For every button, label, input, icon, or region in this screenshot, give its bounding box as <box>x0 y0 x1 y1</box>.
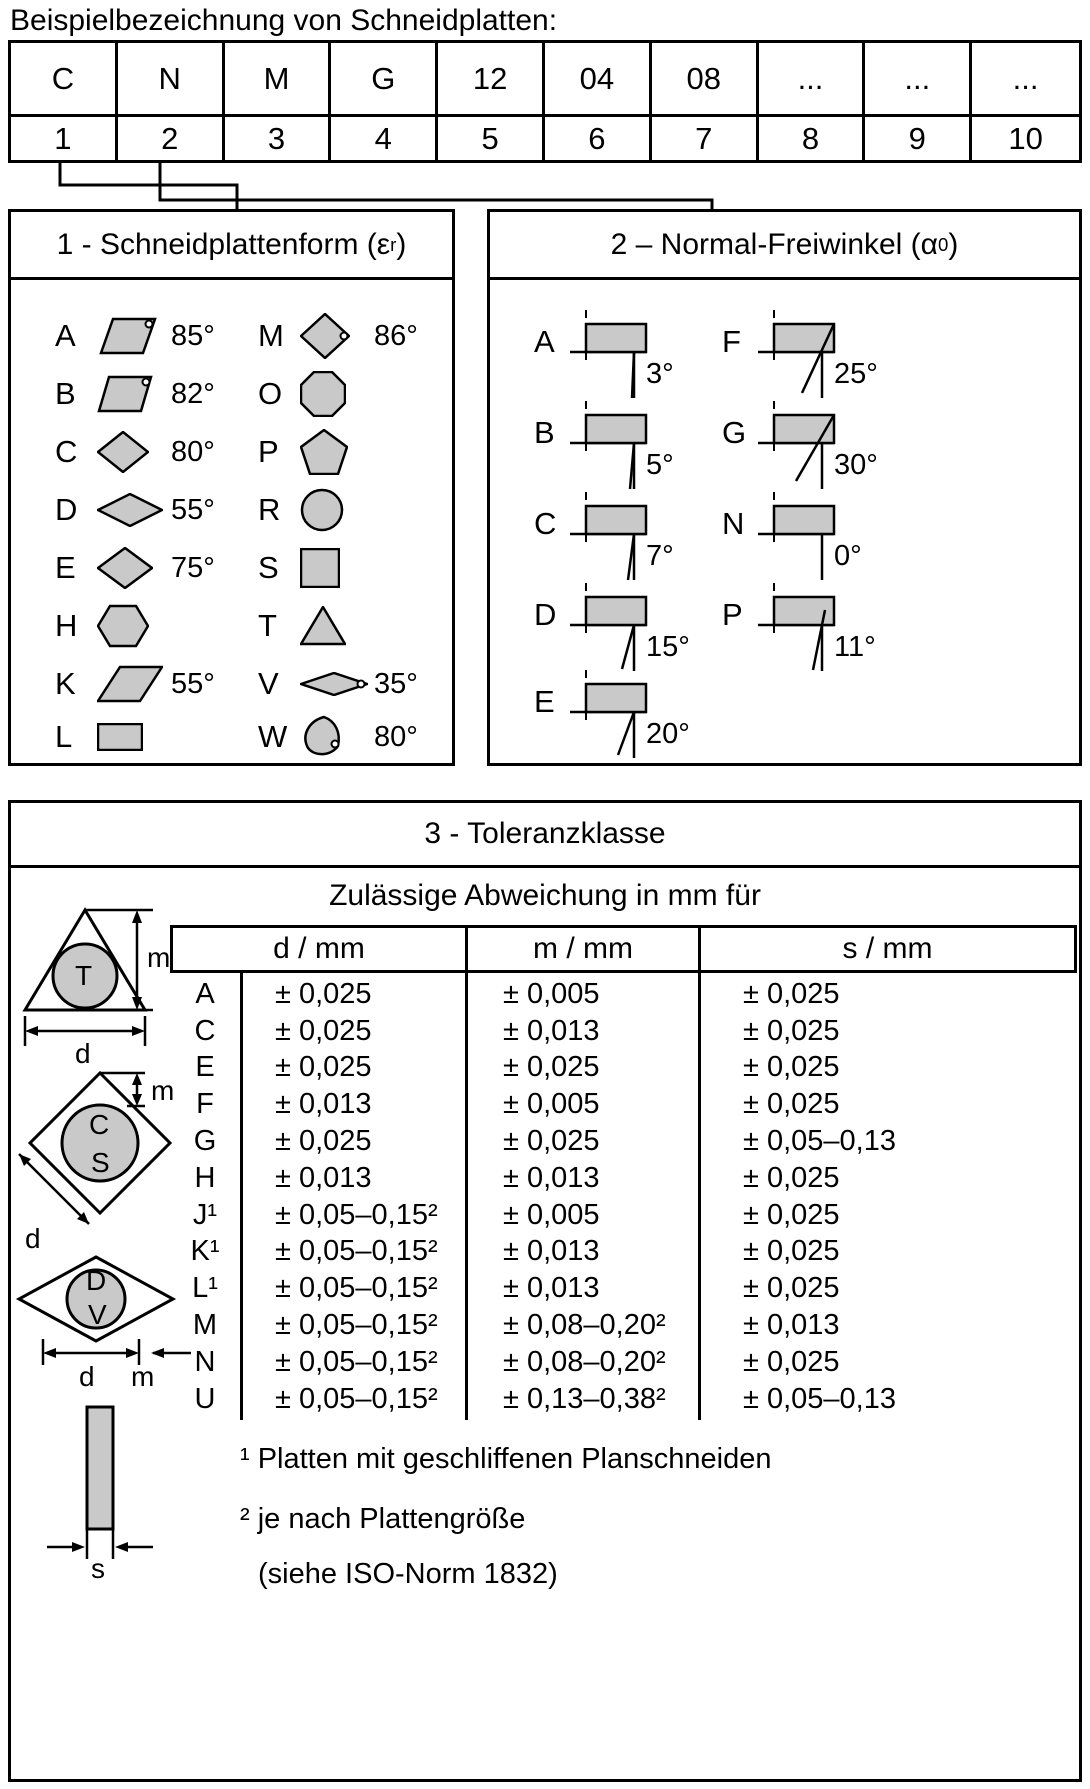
code-cell-9: ... <box>865 43 972 117</box>
rhombus-80-icon <box>97 431 149 473</box>
hexagon-icon <box>97 604 149 648</box>
code-cell-8: ... <box>759 43 866 117</box>
s-value: ± 0,025 <box>743 1272 840 1305</box>
code-cell-2: N <box>118 43 225 117</box>
m-value: ± 0,013 <box>503 1161 600 1194</box>
d-value: ± 0,05–0,15² <box>275 1198 438 1231</box>
m-value: ± 0,005 <box>503 977 600 1010</box>
s-value: ± 0,025 <box>743 977 840 1010</box>
insert-shape-K <box>55 658 267 710</box>
d-value: ± 0,025 <box>275 1125 372 1158</box>
clearance-letter: F <box>722 324 741 359</box>
shape-letter: W <box>258 719 288 754</box>
tolerance-table-rows <box>170 976 1077 1418</box>
triangle-dimension-diagram <box>15 898 180 1076</box>
tolerance-subtitle: Zulässige Abweichung in mm für <box>329 879 761 912</box>
shape-angle: 82° <box>171 378 215 410</box>
insert-shape-M <box>258 310 470 362</box>
form-box-title <box>11 212 452 280</box>
shape-angle: 80° <box>374 721 418 753</box>
insert-shape-E <box>55 542 267 594</box>
clearance-angle-value: 25° <box>834 358 878 390</box>
m-dimension-label: m <box>147 942 171 973</box>
s-value: ± 0,025 <box>743 1051 840 1084</box>
shape-letter: E <box>55 550 76 585</box>
table-row <box>170 1307 1077 1344</box>
rhombus-35-icon <box>300 672 368 696</box>
designation-table <box>8 40 1082 163</box>
clearance-box <box>487 209 1082 766</box>
row-letter: G <box>193 1125 217 1158</box>
footnote-3: (siehe ISO-Norm 1832) <box>258 1558 558 1590</box>
m-value: ± 0,013 <box>503 1014 600 1047</box>
d-value: ± 0,025 <box>275 977 372 1010</box>
shape-letter: V <box>258 666 279 701</box>
rectangle-icon <box>97 723 143 751</box>
square-rhombic-dimension-diagram <box>15 1065 195 1257</box>
position-cell-9: 9 <box>865 117 972 160</box>
form-box-title-sub: r <box>390 233 397 255</box>
code-cell-10: ... <box>972 43 1079 117</box>
table-row <box>170 976 1077 1013</box>
m-value: ± 0,08–0,20² <box>503 1345 666 1378</box>
clearance-angle-value: 15° <box>646 631 690 663</box>
d-value: ± 0,05–0,15² <box>275 1309 438 1342</box>
shape-letter: L <box>55 719 73 754</box>
position-cell-3: 3 <box>225 117 332 160</box>
clearance-letter: C <box>534 506 557 541</box>
row-letter: C <box>194 1014 216 1047</box>
clearance-letter: P <box>722 597 743 632</box>
d-value: ± 0,025 <box>275 1051 372 1084</box>
shape-angle: 35° <box>374 668 418 700</box>
clearance-box-title-sub: 0 <box>938 233 949 255</box>
shape-angle: 85° <box>171 320 215 352</box>
m-value: ± 0,013 <box>503 1272 600 1305</box>
position-cell-7: 7 <box>652 117 759 160</box>
d-value: ± 0,025 <box>275 1014 372 1047</box>
shape-letter: T <box>258 608 277 643</box>
parallelogram-85-icon <box>97 317 159 355</box>
shape-letter: A <box>55 318 76 353</box>
shape-letter: D <box>55 492 78 527</box>
shape-letter: K <box>55 666 76 701</box>
s-value: ± 0,025 <box>743 1235 840 1268</box>
position-cell-4: 4 <box>331 117 438 160</box>
clearance-angle-value: 0° <box>834 540 862 572</box>
d-value: ± 0,05–0,15² <box>275 1382 438 1415</box>
rhombus-75-icon <box>97 547 153 589</box>
d-value: ± 0,013 <box>275 1161 372 1194</box>
shape-angle: 75° <box>171 552 215 584</box>
clearance-box-title-text: 2 – Normal-Freiwinkel (α <box>610 227 939 261</box>
s-value: ± 0,025 <box>743 1345 840 1378</box>
shape-letter: O <box>258 376 283 411</box>
m-value: ± 0,025 <box>503 1051 600 1084</box>
table-row <box>170 1013 1077 1050</box>
shape-letter: B <box>55 376 76 411</box>
shape-letter: S <box>258 550 279 585</box>
clearance-angle-value: 20° <box>646 718 690 750</box>
clearance-box-title-suffix: ) <box>948 227 959 261</box>
d-value: ± 0,05–0,15² <box>275 1272 438 1305</box>
s-value: ± 0,025 <box>743 1161 840 1194</box>
m-value: ± 0,13–0,38² <box>503 1382 666 1415</box>
table-row <box>170 1123 1077 1160</box>
shape-letter: C <box>55 434 78 469</box>
row-letter: E <box>195 1051 215 1084</box>
clearance-item-B <box>534 401 746 493</box>
footnote-1: ¹ Platten mit geschliffenen Planschneiden <box>240 1443 772 1475</box>
insert-shape-D <box>55 484 267 536</box>
insert-shape-W <box>258 711 470 763</box>
insert-shape-V <box>258 658 470 710</box>
clearance-item-A <box>534 310 746 402</box>
clearance-angle-value: 3° <box>646 358 674 390</box>
tolerance-box-title: 3 - Toleranzklasse <box>11 803 1079 868</box>
insert-shape-T <box>258 600 470 652</box>
parallelogram-55-icon <box>97 665 163 703</box>
table-row <box>170 1050 1077 1087</box>
shape-letter: H <box>55 608 78 643</box>
insert-shape-H <box>55 600 267 652</box>
footnote-2: ² je nach Plattengröße <box>240 1503 526 1535</box>
d-dimension-label: d <box>79 1361 95 1392</box>
clearance-letter: G <box>722 415 747 450</box>
form-box-title-suffix: ) <box>396 227 407 261</box>
clearance-item-N <box>722 492 934 584</box>
page-title: Beispielbezeichnung von Schneidplatten: <box>10 4 558 37</box>
row-letter: K¹ <box>190 1235 220 1268</box>
clearance-angle-value: 11° <box>834 631 876 663</box>
clearance-box-title <box>490 212 1079 280</box>
s-value: ± 0,05–0,13 <box>743 1382 896 1415</box>
tolerance-box <box>8 800 1082 1782</box>
clearance-item-P <box>722 583 934 675</box>
clearance-angle-value: 5° <box>646 449 674 481</box>
s-value: ± 0,025 <box>743 1014 840 1047</box>
position-cell-5: 5 <box>438 117 545 160</box>
insert-shape-O <box>258 368 470 420</box>
square-icon <box>300 548 340 588</box>
s-value: ± 0,013 <box>743 1309 840 1342</box>
rhombus-55-icon <box>97 493 163 527</box>
row-letter: F <box>196 1088 214 1121</box>
column-header-d: d / mm <box>173 928 468 970</box>
circle-icon <box>300 488 344 532</box>
table-row <box>170 1270 1077 1307</box>
triangle-diagram-icon <box>15 898 180 1076</box>
d-dimension-label: d <box>75 1038 91 1069</box>
m-value: ± 0,005 <box>503 1088 600 1121</box>
code-cell-5: 12 <box>438 43 545 117</box>
m-dimension-label: m <box>151 1075 175 1106</box>
insert-shape-R <box>258 484 470 536</box>
clearance-letter: B <box>534 415 555 450</box>
clearance-item-C <box>534 492 746 584</box>
tolerance-table-header <box>170 925 1077 973</box>
row-letter: L¹ <box>192 1272 218 1305</box>
shape-angle: 80° <box>171 436 215 468</box>
table-row <box>170 1234 1077 1271</box>
code-cell-1: C <box>11 43 118 117</box>
table-row <box>170 1197 1077 1234</box>
column-header-s: s / mm <box>842 932 933 965</box>
s-value: ± 0,05–0,13 <box>743 1125 896 1158</box>
position-cell-2: 2 <box>118 117 225 160</box>
position-cell-1: 1 <box>11 117 118 160</box>
insert-shape-C <box>55 426 267 478</box>
s-value: ± 0,025 <box>743 1088 840 1121</box>
row-letter: U <box>194 1382 216 1415</box>
shape-letter-V: V <box>88 1299 107 1330</box>
form-box-title-text: 1 - Schneidplattenform (ε <box>56 227 391 261</box>
clearance-letter: E <box>534 684 555 719</box>
row-letter: N <box>194 1345 216 1378</box>
shape-letter-S: S <box>91 1147 110 1178</box>
row-letter: M <box>192 1309 218 1342</box>
m-value: ± 0,08–0,20² <box>503 1309 666 1342</box>
shape-angle: 86° <box>374 320 418 352</box>
position-cell-8: 8 <box>759 117 866 160</box>
clearance-letter: D <box>534 597 557 632</box>
triangle-icon <box>300 606 346 646</box>
clearance-letter: A <box>534 324 555 359</box>
code-cell-4: G <box>331 43 438 117</box>
form-box <box>8 209 455 766</box>
s-dimension-label: s <box>91 1553 105 1584</box>
d-value: ± 0,05–0,15² <box>275 1235 438 1268</box>
shape-letter-D: D <box>86 1265 107 1296</box>
shape-letter: R <box>258 492 281 527</box>
clearance-item-E <box>534 670 746 762</box>
insert-shape-P <box>258 426 470 478</box>
insert-shape-B <box>55 368 267 420</box>
d-value: ± 0,013 <box>275 1088 372 1121</box>
clearance-item-F <box>722 310 934 402</box>
clearance-item-D <box>534 583 746 675</box>
table-row <box>170 1160 1077 1197</box>
code-cell-6: 04 <box>545 43 652 117</box>
shape-letter-C: C <box>89 1109 110 1140</box>
table-row <box>170 1344 1077 1381</box>
table-row <box>170 1381 1077 1418</box>
code-cell-7: 08 <box>652 43 759 117</box>
shape-angle: 55° <box>171 494 215 526</box>
m-value: ± 0,005 <box>503 1198 600 1231</box>
rhombus-86-icon <box>300 313 350 359</box>
shape-letter-T: T <box>75 960 93 991</box>
trigon-icon <box>300 715 346 759</box>
pentagon-icon <box>300 429 348 475</box>
octagon-icon <box>300 371 346 417</box>
clearance-item-G <box>722 401 934 493</box>
m-value: ± 0,013 <box>503 1235 600 1268</box>
s-value: ± 0,025 <box>743 1198 840 1231</box>
d-dimension-label: d <box>25 1223 41 1254</box>
parallelogram-82-icon <box>97 375 155 413</box>
code-cell-3: M <box>225 43 332 117</box>
connector-lines <box>0 163 1090 210</box>
insert-shape-A <box>55 310 267 362</box>
m-value: ± 0,025 <box>503 1125 600 1158</box>
insert-shape-S <box>258 542 470 594</box>
clearance-letter: N <box>722 506 745 541</box>
table-row <box>170 1086 1077 1123</box>
shape-letter: P <box>258 434 279 469</box>
diamond-dimension-diagram <box>11 1251 196 1393</box>
clearance-angle-value: 30° <box>834 449 878 481</box>
thickness-dimension-diagram <box>35 1403 170 1583</box>
row-letter: A <box>195 977 215 1010</box>
d-value: ± 0,05–0,15² <box>275 1345 438 1378</box>
position-cell-10: 10 <box>1008 120 1043 156</box>
row-letter: H <box>194 1161 216 1194</box>
m-dimension-label: m <box>131 1361 155 1392</box>
position-cell-6: 6 <box>545 117 652 160</box>
column-header-m: m / mm <box>468 928 701 970</box>
shape-angle: 55° <box>171 668 215 700</box>
insert-shape-L <box>55 711 267 763</box>
clearance-angle-value: 7° <box>646 540 674 572</box>
row-letter: J¹ <box>192 1198 218 1231</box>
shape-letter: M <box>258 318 284 353</box>
